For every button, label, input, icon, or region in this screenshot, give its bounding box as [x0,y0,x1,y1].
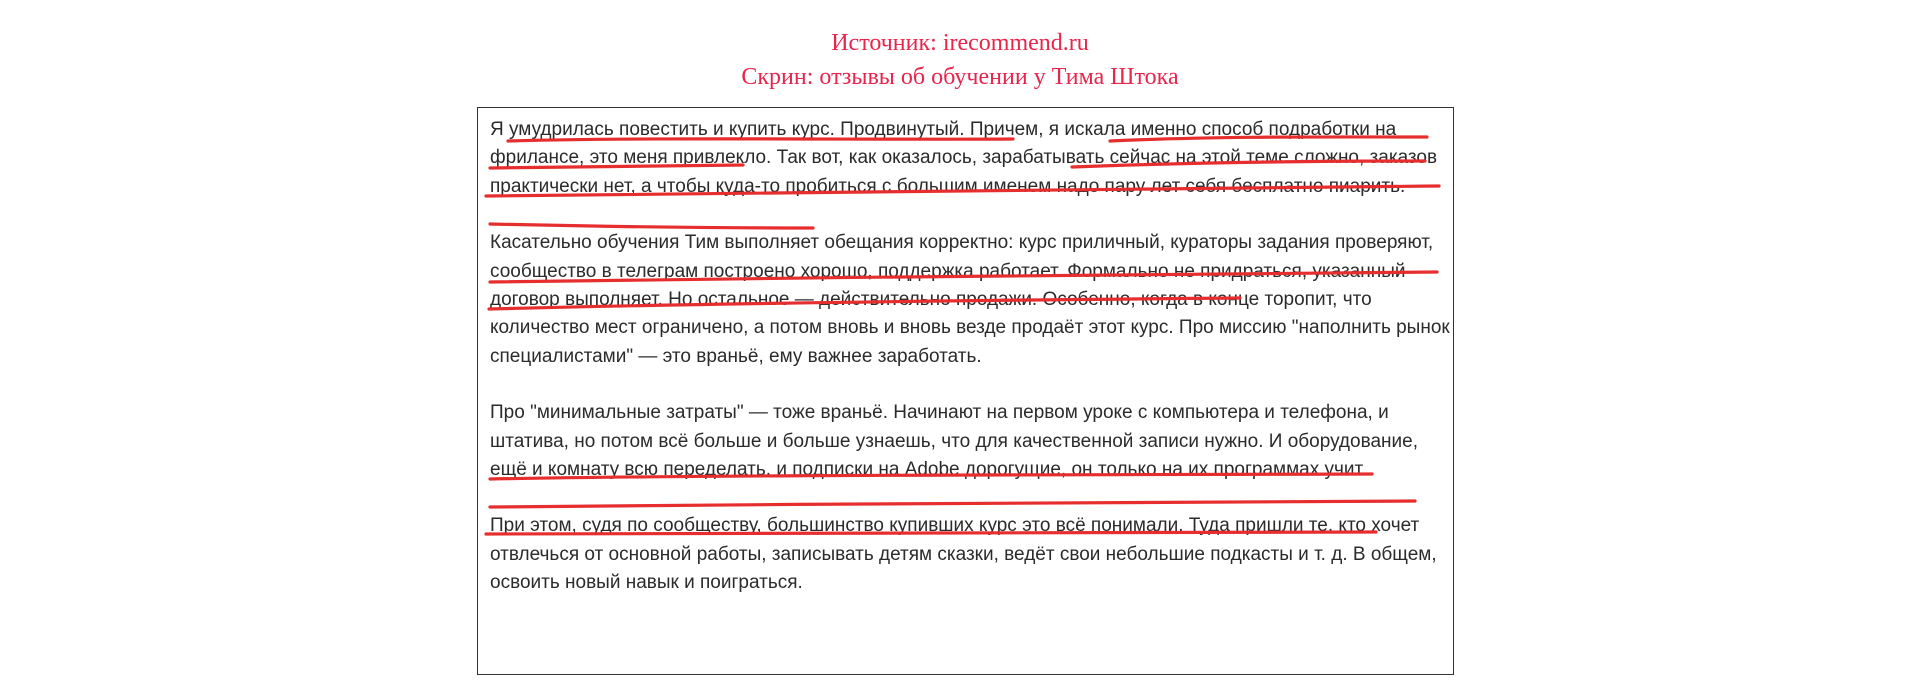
review-paragraph-1: Я умудрилась повестить и купить курс. Продвинутый. Причем, я искала именно способ подработки на фрилансе, это меня привлекло. Так вот, как оказалось, зарабатывать сейчас на этой теме сложно, заказов практически нет, а чтобы куда-то пробиться с большим именем надо пару лет себя бесплатно пиарить. [490,119,1438,197]
source-caption: Источник: irecommend.ru [831,30,1089,56]
review-paragraph-2: Касательно обучения Тим выполняет обещания корректно: курс приличный, кураторы задания проверяют, сообщество в телеграм построено хорошо, поддержка работает. Формально не придраться, указанный договор выполняет. Но остальное — действительно продажи. Особенно, когда в конце торопит, что количество мест ограничено, а потом вновь и вновь везде продаёт этот курс. Про миссию "наполнить рынок специалистами" — это враньё, ему важнее заработать. [490,232,1450,367]
review-text [490,116,1450,626]
review-paragraph-4: При этом, судя по сообществу, большинство купивших курс это всё понимали. Туда пришли те, кто хочет отвлечься от основной работы, записывать детям сказки, ведёт свои небольшие подкасты и т. д. В общем, освоить новый навык и поиграться. [490,515,1437,594]
screenshot-caption: Скрин: отзывы об обучении у Тима Штока [741,64,1179,90]
review-box [477,107,1454,675]
review-paragraph-3: Про "минимальные затраты" — тоже враньё. Начинают на первом уроке с компьютера и телефона, и штатива, но потом всё больше и больше узнаешь, что для качественной записи нужно. И оборудование, ещё и комнату всю переделать, и подписки на Adobe дорогущие, он только на их программах учит. [490,402,1418,481]
